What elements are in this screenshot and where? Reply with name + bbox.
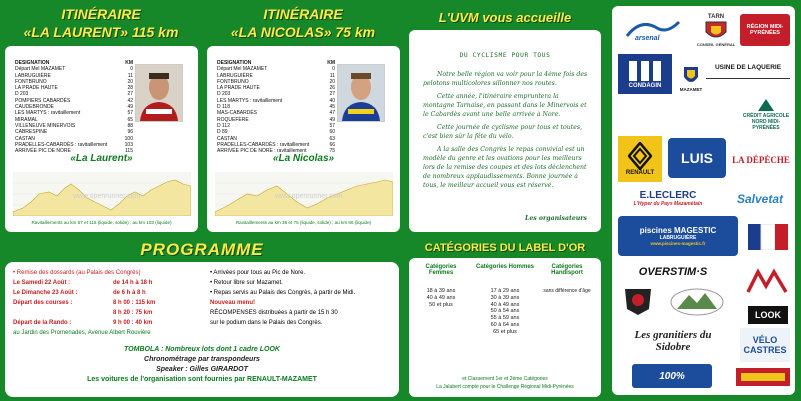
categories-title: CATÉGORIES DU LABEL D'OR xyxy=(424,242,586,254)
km-cell: 0 xyxy=(130,66,133,73)
uvm-paragraph: A la salle des Congrès le repas convivial est un modèle du genre et les ovations pour les meilleurs lors de la remise des coupes et des lots déclenchent de nombreux applaudissements. Bonne journée à tous, le meilleur accueil vous est réservé. xyxy=(423,146,587,189)
laurent-table xyxy=(15,60,133,154)
designation-cell: ARRIVÉE PIC DE NORE : ravitaillement xyxy=(217,148,307,155)
designation-cell: VILLENEUVE MINERVOIS xyxy=(15,122,76,129)
designation-cell: PRADELLES-CABARDÈS : ravitaillement xyxy=(217,141,310,148)
sponsor-mazamet-logo xyxy=(678,58,704,98)
rider-photo-icon xyxy=(338,65,384,121)
sponsor-credit-agricole-logo xyxy=(740,94,792,134)
svg-text:arsenal: arsenal xyxy=(635,35,660,42)
programme-line xyxy=(13,308,203,318)
region-label: RÉGION MIDI-PYRÉNÉES xyxy=(746,24,784,36)
speaker-text: Speaker : Gilles GIRARDOT xyxy=(156,366,248,373)
sponsor-granitiers-logo xyxy=(618,324,728,358)
category-item: 30 à 39 ans xyxy=(490,294,520,301)
luis-label: LUIS xyxy=(681,150,713,166)
nicolas-title-line2: «LA NICOLAS» 75 km xyxy=(230,24,376,40)
designation-cell: ROQUEFÈRE xyxy=(217,116,249,123)
uvm-signature: Les organisateurs xyxy=(524,215,587,222)
programme-line-text: sur le podium dans le Palais des Congrès. xyxy=(210,320,323,326)
designation-cell: D 203 xyxy=(15,91,29,98)
uvm-title: L'UVM vous accueille xyxy=(438,10,572,25)
programme-line-text: Le Dimanche 23 Août : xyxy=(13,290,78,296)
programme-line-time: 8 h 20 : 75 km xyxy=(113,310,153,316)
programme-line-text: • Arrivées pour tous au Pic de Nore. xyxy=(210,270,306,276)
cat-note1: et Classement 1er et 2ème Catégories xyxy=(462,376,548,382)
uvm-panel xyxy=(404,0,606,236)
programme-line-text: Départ de la Rando : xyxy=(13,320,72,326)
uvm-paragraph: Notre belle région va voir pour la 4ème fois des pelotons multicolores sillonner nos routes. xyxy=(423,71,588,87)
km-cell: 26 xyxy=(329,85,335,92)
programme-line-text: Le Samedi 22 Août : xyxy=(13,280,71,286)
programme-line xyxy=(210,318,395,328)
category-item: 17 à 29 ans xyxy=(490,288,520,294)
cat-note2: La Jalabert compte pour le Challenge Régional Midi-Pyrénées xyxy=(436,384,574,390)
km-cell: 75 xyxy=(329,148,335,155)
femmes-list xyxy=(413,288,469,308)
km-cell: 28 xyxy=(127,85,133,92)
programme-line-text: • Retour libre sur Mazamet. xyxy=(210,280,283,286)
categories-panel xyxy=(404,236,606,401)
designation-cell: LABRUGUIÈRE xyxy=(217,72,253,79)
programme-line-text: • Remise des dossards (au Palais des Congrès) xyxy=(13,270,141,276)
depeche-label: LA DÉPÈCHE xyxy=(732,155,790,165)
programme-line xyxy=(13,278,203,288)
laurent-profile-chart xyxy=(13,172,191,216)
credit-label: CRÉDIT AGRICOLE NORD MIDI-PYRÉNÉES xyxy=(742,113,790,131)
laurent-card xyxy=(5,46,198,232)
programme-line-text: Départ des courses : xyxy=(13,300,73,306)
programme-line xyxy=(13,328,203,338)
programme-line-time: 9 h 00 : 40 km xyxy=(113,320,153,326)
sponsor-depeche-logo xyxy=(730,146,792,174)
nicolas-panel xyxy=(202,0,404,236)
femmes-head: Catégories Femmes xyxy=(425,264,457,276)
sponsor-condagin-logo xyxy=(618,54,672,94)
nicolas-title-line1: ITINÉRAIRE xyxy=(263,6,343,22)
condagin-label: CONDAGIN xyxy=(628,83,662,89)
sponsor-france-flag-logo xyxy=(746,222,790,252)
designation-cell: LES MARTYS : ravitaillement xyxy=(15,110,81,117)
uvm-letter xyxy=(409,30,601,232)
km-cell: 57 xyxy=(329,122,335,129)
uvm-paragraphs xyxy=(423,70,591,194)
sponsor-tarn-logo xyxy=(696,10,736,50)
designation-cell: LABRUGUIÈRE xyxy=(15,72,51,79)
sponsor-luis-logo xyxy=(668,138,726,178)
categories-card xyxy=(409,258,601,397)
labruguiere-label: LABRUGUIÈRE xyxy=(659,235,697,241)
programme-line-time: de 14 h à 18 h xyxy=(113,280,153,286)
hommes-head: Catégories Hommes xyxy=(475,264,535,270)
programme-line xyxy=(13,298,203,308)
category-item: 18 à 39 ans xyxy=(426,288,456,294)
laurent-footer: Ravitaillements au km 57 et 115 (liquide, solide) ; au km 103 (liquide) xyxy=(31,220,172,225)
designation-cell: D 89 xyxy=(217,129,228,136)
programme-line-text xyxy=(13,308,113,318)
designation-cell: CASTAN xyxy=(15,135,35,142)
designation-cell: D 112 xyxy=(217,122,230,129)
km-cell: 47 xyxy=(329,110,335,117)
sponsor-100pct-logo xyxy=(632,364,712,388)
sponsor-arsenal-logo xyxy=(618,12,688,46)
designation-cell: FONTBRUNO xyxy=(15,78,47,85)
programme-line-text: • Repas servis au Palais des Congrès, à partir de Midi. xyxy=(210,290,356,296)
piscines-label: piscines MAGESTIC xyxy=(639,226,717,235)
programme-line xyxy=(13,318,203,328)
designation-cell: LA PRADE HAUTE xyxy=(217,85,260,92)
km-cell: 40 xyxy=(329,97,335,104)
nicolas-photo xyxy=(337,64,385,122)
sponsor-piscines-logo xyxy=(618,216,738,256)
nicolas-card xyxy=(207,46,400,232)
uvm-paragraph: Cette journée de cyclisme pour tous et toutes, c'est bien sûr la fête du vélo. xyxy=(423,124,583,140)
leclerc-label: E.LECLERC xyxy=(639,189,697,201)
leclerc-sub-label: L'Hyper du Pays Mazamétain xyxy=(633,200,703,207)
piscines-url-label: www.piscines-magestic.fr xyxy=(650,241,706,246)
designation-cell: FONTBRUNO xyxy=(217,78,249,85)
sponsor-salvetat-logo xyxy=(728,178,792,220)
category-item: 55 à 59 ans xyxy=(490,315,520,322)
tarn-label: TARN xyxy=(707,13,725,20)
usine-label: USINE DE LAQUERIE xyxy=(714,63,782,71)
km-cell: 100 xyxy=(124,135,133,142)
designation-cell: ARRIVÉE PIC DE NORE xyxy=(15,148,71,155)
laurent-rider-name: «La Laurent» xyxy=(70,153,133,164)
sponsor-region-logo xyxy=(740,14,790,46)
km-cell: 42 xyxy=(127,97,133,104)
handi-value: sans différence d'âge xyxy=(543,288,591,294)
rider-photo-icon xyxy=(136,65,182,121)
programme-line xyxy=(210,298,395,308)
km-cell: 103 xyxy=(124,141,133,148)
granitiers-label: Les granitiers du Sidobre xyxy=(634,329,712,353)
programme-panel xyxy=(0,236,404,401)
sponsor-journal-logo xyxy=(736,368,790,386)
km-cell: 27 xyxy=(329,91,335,98)
velo-label: VÉLO CASTRES xyxy=(743,335,787,355)
designation-header: DESIGNATION xyxy=(15,60,50,66)
chrono-text: Chronométrage par transpondeurs xyxy=(144,356,260,363)
voitures-text: Les voitures de l'organisation sont fournies par RENAULT-MAZAMET xyxy=(87,376,317,383)
km-cell: 96 xyxy=(127,129,133,136)
nicolas-rider-name: «La Nicolas» xyxy=(272,153,335,164)
laurent-photo xyxy=(135,64,183,122)
designation-cell: PRADELLES-CABARDÈS : ravitaillement xyxy=(15,141,108,148)
svg-text:www.openrunner.com: www.openrunner.com xyxy=(73,193,141,200)
category-item: 65 et plus xyxy=(493,328,517,335)
designation-cell: MAS-CABARDÈS xyxy=(217,110,258,117)
uvm-subtitle: DU CYCLISME POUR TOUS xyxy=(459,52,551,59)
km-cell: 57 xyxy=(127,110,133,117)
programme-line-text: au Jardin des Promenades, Avenue Albert Rouvière xyxy=(13,330,151,336)
handi-head: Catégories Handisport xyxy=(551,264,583,276)
km-cell: 63 xyxy=(329,135,335,142)
salvetat-label: Salvetat xyxy=(736,192,784,206)
programme-line xyxy=(210,308,395,318)
designation-cell: POMPIERS CABARDÈS xyxy=(15,97,71,104)
km-cell: 88 xyxy=(127,122,133,129)
category-item: 50 à 54 ans xyxy=(490,308,520,315)
designation-cell: LES MARTYS : ravitaillement xyxy=(217,97,283,104)
programme-right-column xyxy=(210,268,395,328)
km-cell: 11 xyxy=(127,72,133,79)
sponsor-look-logo xyxy=(748,306,788,324)
programme-line-time: 8 h 00 : 115 km xyxy=(113,300,156,306)
km-cell: 49 xyxy=(127,104,133,111)
sponsors-card xyxy=(612,6,795,395)
km-cell: 0 xyxy=(332,66,335,73)
sponsor-velo-logo xyxy=(740,328,790,362)
km-header: KM xyxy=(125,60,133,66)
designation-cell: Départ Mel MAZAMET xyxy=(15,66,66,73)
designation-cell: CASTAN xyxy=(217,135,237,142)
designation-cell: D 118 xyxy=(217,104,230,111)
sponsor-malfre-logo xyxy=(742,262,792,302)
mazamet-label: MAZAMET xyxy=(679,86,703,92)
sponsor-leclerc-logo xyxy=(618,184,718,212)
km-cell: 11 xyxy=(329,72,335,79)
km-cell: 66 xyxy=(329,141,335,148)
designation-cell: CABRESPINE xyxy=(15,129,48,136)
overstims-label: OVERSTIM·S xyxy=(638,266,708,278)
programme-line-text: RÉCOMPENSES distribuées à partir de 15 h 30 xyxy=(210,310,338,316)
laurent-title-line2: «LA LAURENT» 115 km xyxy=(23,24,179,40)
laurent-panel xyxy=(0,0,202,236)
sponsor-mountain-logo xyxy=(666,286,728,318)
sponsor-biker-logo xyxy=(618,286,658,318)
km-cell: 65 xyxy=(127,116,133,123)
category-item: 40 à 49 ans xyxy=(426,294,456,301)
laurent-title-line1: ITINÉRAIRE xyxy=(61,6,141,22)
sponsor-overstims-logo xyxy=(618,262,728,282)
designation-cell: Départ Mel MAZAMET xyxy=(217,66,268,73)
programme-left-column xyxy=(13,268,203,338)
km-cell: 20 xyxy=(329,78,335,85)
designation-header: DESIGNATION xyxy=(217,60,252,66)
programme-line-time: de 6 h à 8 h xyxy=(113,290,146,296)
conseil-label: CONSEIL GÉNÉRAL xyxy=(696,41,736,47)
renault-label: RENAULT xyxy=(625,170,655,176)
programme-line xyxy=(13,288,203,298)
designation-cell: CAUDEBRONDE xyxy=(15,104,54,111)
category-item: 40 à 49 ans xyxy=(490,301,520,308)
sponsor-usine-logo xyxy=(706,56,790,79)
km-header: KM xyxy=(327,60,335,66)
category-item: 50 et plus xyxy=(429,301,453,308)
sponsors-panel xyxy=(606,0,801,401)
flag-icon xyxy=(748,224,788,250)
uvm-paragraph: Cette année, l'itinéraire empruntera la montagne Tarnaise, en passant dans le Minervois et le Cabardès avant une belle arrivée à Nore. xyxy=(423,93,587,118)
km-cell: 60 xyxy=(329,129,335,136)
look-label: LOOK xyxy=(755,310,781,320)
category-item: 60 à 64 ans xyxy=(490,321,520,328)
programme-line-text: Nouveau menu! xyxy=(210,300,256,306)
km-cell: 115 xyxy=(125,148,133,155)
programme-line xyxy=(210,278,395,288)
svg-text:www.openrunner.com: www.openrunner.com xyxy=(275,193,343,200)
programme-line xyxy=(13,268,203,278)
km-cell: 49 xyxy=(329,116,335,123)
nicolas-footer: Ravitaillements au km 36 et 75 (liquide, solide) ; au km 66 (liquide) xyxy=(235,220,372,225)
tombola-text: TOMBOLA : Nombreux lots dont 1 cadre LOOK xyxy=(124,346,280,353)
nicolas-profile-chart xyxy=(215,172,393,216)
km-cell: 27 xyxy=(127,91,133,98)
km-cell: 20 xyxy=(127,78,133,85)
pct-label: 100% xyxy=(659,370,685,382)
designation-cell: D 203 xyxy=(217,91,231,98)
sponsor-renault-logo xyxy=(618,136,662,182)
programme-title: PROGRAMME xyxy=(140,240,264,259)
nicolas-table xyxy=(217,60,335,154)
programme-line xyxy=(210,288,395,298)
hommes-list xyxy=(475,288,535,336)
designation-cell: LA PRADE HAUTE xyxy=(15,85,58,92)
km-cell: 45 xyxy=(329,104,335,111)
programme-card xyxy=(5,262,399,397)
designation-cell: MIRAMAL xyxy=(15,116,38,123)
programme-line xyxy=(210,268,395,278)
